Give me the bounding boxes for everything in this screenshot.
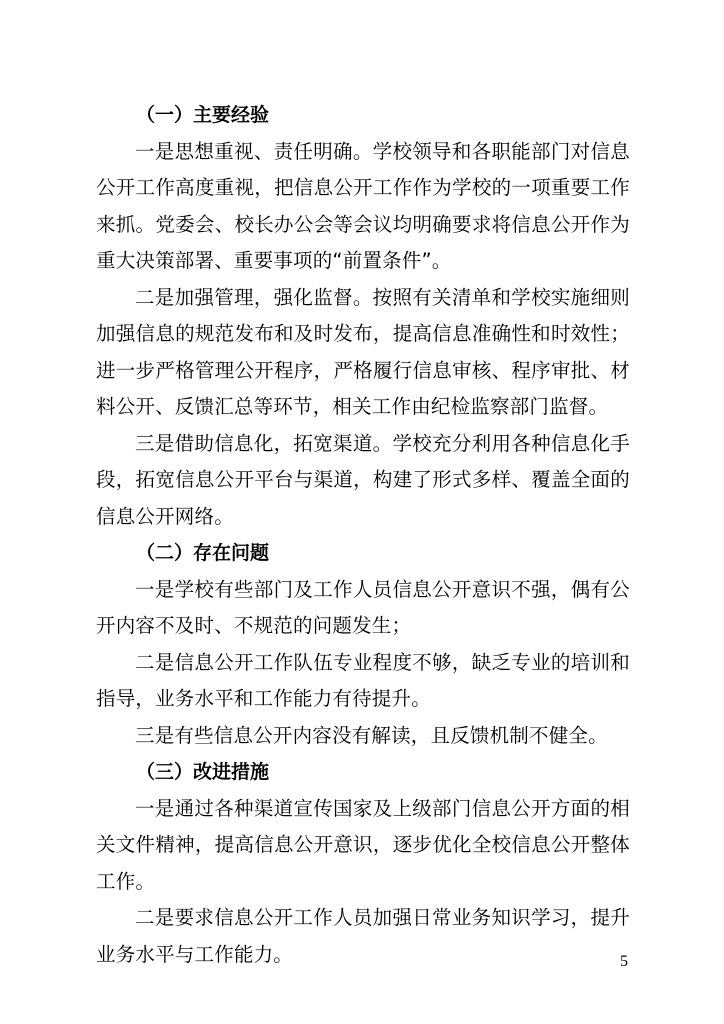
- section-improvement-measures: [96, 754, 630, 973]
- paragraph: 三是有些信息公开内容没有解读，且反馈机制不健全。: [135, 723, 608, 747]
- paragraph: 一是思想重视、责任明确。学校领导和各职能部门对信息公开工作高度重视，把信息公开工作作为学校的一项重要工作来抓。党委会、校长办公会等会议均明确要求将信息公开作为重大决策部署、重要事项的“前置条件”。: [96, 139, 630, 272]
- paragraph: 一是学校有些部门及工作人员信息公开意识不强，偶有公开内容不及时、不规范的问题发生；: [96, 577, 630, 637]
- section-heading: （一）主要经验: [136, 104, 270, 126]
- paragraph: 二是加强管理，强化监督。按照有关清单和学校实施细则加强信息的规范发布和及时发布，提高信息准确性和时效性；进一步严格管理公开程序，严格履行信息审核、程序审批、材料公开、反馈汇总等环节，相关工作由纪检监察部门监督。: [96, 285, 630, 418]
- paragraph: 三是借助信息化，拓宽渠道。学校充分利用各种信息化手段，拓宽信息公开平台与渠道，构建了形式多样、覆盖全面的信息公开网络。: [96, 431, 630, 528]
- section-heading: （二）存在问题: [136, 542, 270, 564]
- paragraph: 一是通过各种渠道宣传国家及上级部门信息公开方面的相关文件精神，提高信息公开意识，逐步优化全校信息公开整体工作。: [96, 796, 630, 893]
- paragraph: 二是要求信息公开工作人员加强日常业务知识学习，提升业务水平与工作能力。: [96, 906, 630, 966]
- page-number: 5: [620, 953, 628, 970]
- document-body: [96, 97, 630, 973]
- section-heading: （三）改进措施: [136, 761, 270, 783]
- section-existing-problems: [96, 535, 630, 754]
- paragraph: 二是信息公开工作队伍专业程度不够，缺乏专业的培训和指导，业务水平和工作能力有待提升。: [96, 650, 630, 710]
- section-main-experience: [96, 97, 630, 535]
